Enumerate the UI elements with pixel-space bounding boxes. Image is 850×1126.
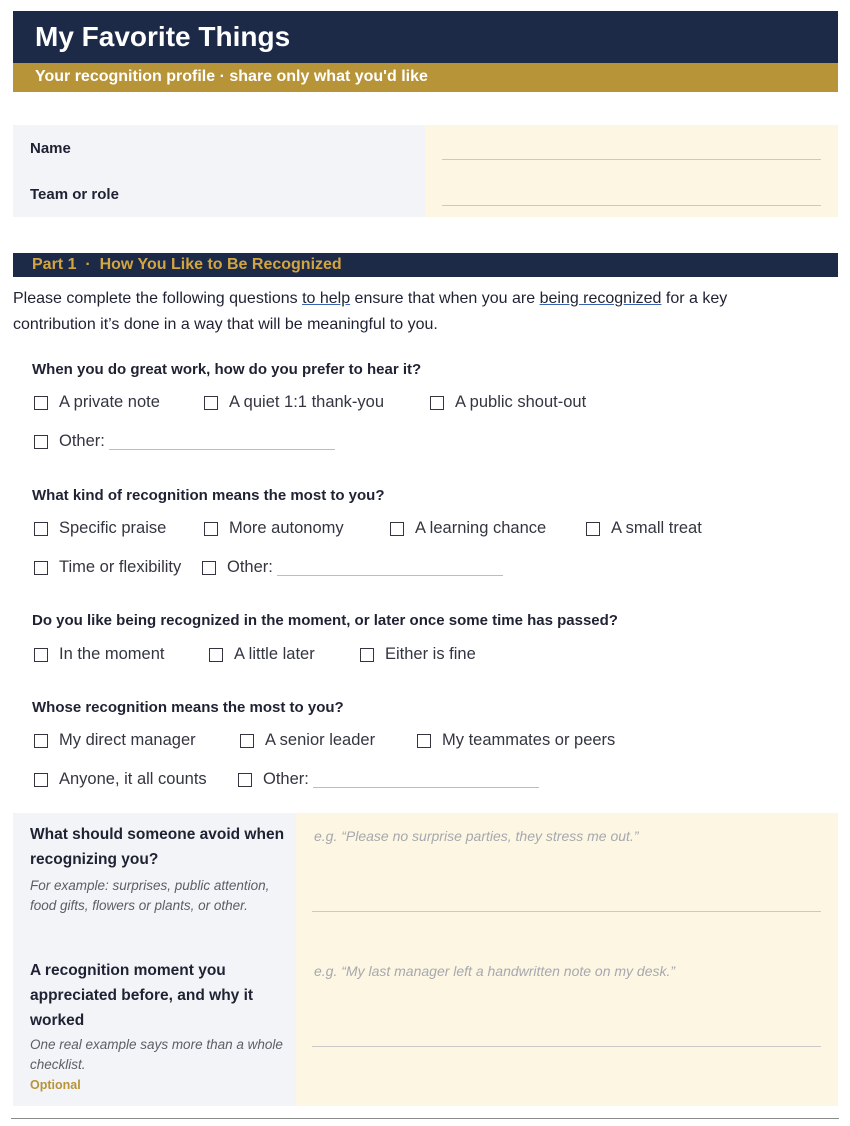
checkbox-icon[interactable] [240,734,254,748]
checkbox-option-other[interactable] [238,770,539,789]
option-label: My teammates or peers [442,731,616,749]
checkbox-option[interactable] [417,731,615,750]
checkbox-icon[interactable] [204,396,218,410]
open-questions-section [13,813,838,1106]
checkbox-option[interactable] [204,393,384,412]
option-label: Other: [59,432,105,450]
checkbox-icon[interactable] [34,773,48,787]
checkbox-option-other[interactable] [202,558,503,577]
option-label: Anyone, it all counts [59,770,207,788]
identity-section [13,125,838,217]
option-label: A quiet 1:1 thank-you [229,393,385,411]
checkbox-icon[interactable] [390,522,404,536]
checkbox-icon[interactable] [417,734,431,748]
question-2-text: What kind of recognition means the most to you? [32,487,385,504]
other-text-field[interactable] [109,449,335,450]
checkbox-option[interactable] [34,645,164,664]
other-text-field[interactable] [313,787,539,788]
part-1-header [13,253,838,277]
avoid-answer-placeholder[interactable]: e.g. “Please no surprise parties, they stress me out.” [314,828,639,844]
name-label: Name [30,140,71,157]
checkbox-option[interactable] [240,731,375,750]
identity-inputs [425,125,838,217]
intro-text: Please complete the following questions [13,290,303,307]
page-subtitle-bar [13,63,838,92]
moment-answer-field[interactable] [312,1046,821,1047]
checkbox-option[interactable] [430,393,586,412]
checkbox-option-other[interactable] [34,432,335,451]
optional-tag: Optional [30,1078,81,1092]
option-label: A public shout-out [455,393,587,411]
avoid-question: What should someone avoid when recognizing you? [30,826,285,868]
moment-hint: One real example says more than a whole checklist. [30,1037,283,1072]
checkbox-option[interactable] [34,731,196,750]
intro-text: ensure that when you are [350,290,540,307]
intro-paragraph [13,286,813,338]
intro-text: for a key contribution it’s done in a way that will be meaningful to you. [13,290,728,333]
checkbox-icon[interactable] [238,773,252,787]
checkbox-option[interactable] [209,645,315,664]
checkbox-icon[interactable] [34,522,48,536]
option-label: A small treat [611,519,702,537]
checkbox-option[interactable] [34,770,207,789]
bottom-divider [11,1118,839,1119]
intro-underlined-text: to help [302,290,351,307]
checkbox-icon[interactable] [209,648,223,662]
checkbox-icon[interactable] [586,522,600,536]
open-questions-answers [296,813,838,1106]
question-4-text: Whose recognition means the most to you? [32,699,344,716]
moment-answer-placeholder[interactable]: e.g. “My last manager left a handwritten note on my desk.” [314,963,676,979]
checkbox-icon[interactable] [34,648,48,662]
option-label: Specific praise [59,519,167,537]
checkbox-icon[interactable] [430,396,444,410]
checkbox-option[interactable] [586,519,702,538]
option-label: A private note [59,393,160,411]
checkbox-icon[interactable] [34,396,48,410]
option-label: A senior leader [265,731,376,749]
checkbox-option[interactable] [34,558,181,577]
checkbox-icon[interactable] [34,561,48,575]
checkbox-icon[interactable] [360,648,374,662]
checkbox-option[interactable] [34,519,166,538]
moment-question: A recognition moment you appreciated before, and why it worked [30,962,254,1029]
option-label: Time or flexibility [59,558,182,576]
team-role-label: Team or role [30,186,119,203]
page-subtitle: Your recognition profile · share only what you'd like [35,68,428,85]
question-1-text: When you do great work, how do you prefer to hear it? [32,361,422,378]
option-label: A little later [234,645,315,663]
team-role-field[interactable] [442,205,821,206]
question-3-text: Do you like being recognized in the moment, or later once some time has passed? [32,612,618,629]
checkbox-option[interactable] [204,519,344,538]
checkbox-icon[interactable] [34,734,48,748]
option-label: More autonomy [229,519,344,537]
avoid-answer-field[interactable] [312,911,821,912]
option-label: A learning chance [415,519,547,537]
intro-underlined-text: being recognized [539,290,662,307]
identity-labels [13,125,425,217]
page-header [13,11,838,63]
part-1-title: Part 1 · How You Like to Be Recognized [32,256,342,273]
option-label: My direct manager [59,731,196,749]
checkbox-option[interactable] [360,645,476,664]
open-questions-labels [13,813,296,1106]
page-title: My Favorite Things [35,21,291,52]
other-text-field[interactable] [277,575,503,576]
checkbox-icon[interactable] [34,435,48,449]
checkbox-icon[interactable] [202,561,216,575]
option-label: Either is fine [385,645,476,663]
option-label: Other: [263,770,309,788]
name-field[interactable] [442,159,821,160]
option-label: Other: [227,558,273,576]
checkbox-option[interactable] [34,393,160,412]
avoid-hint: For example: surprises, public attention, food gifts, flowers or plants, or other. [30,878,270,913]
checkbox-option[interactable] [390,519,546,538]
option-label: In the moment [59,645,165,663]
checkbox-icon[interactable] [204,522,218,536]
